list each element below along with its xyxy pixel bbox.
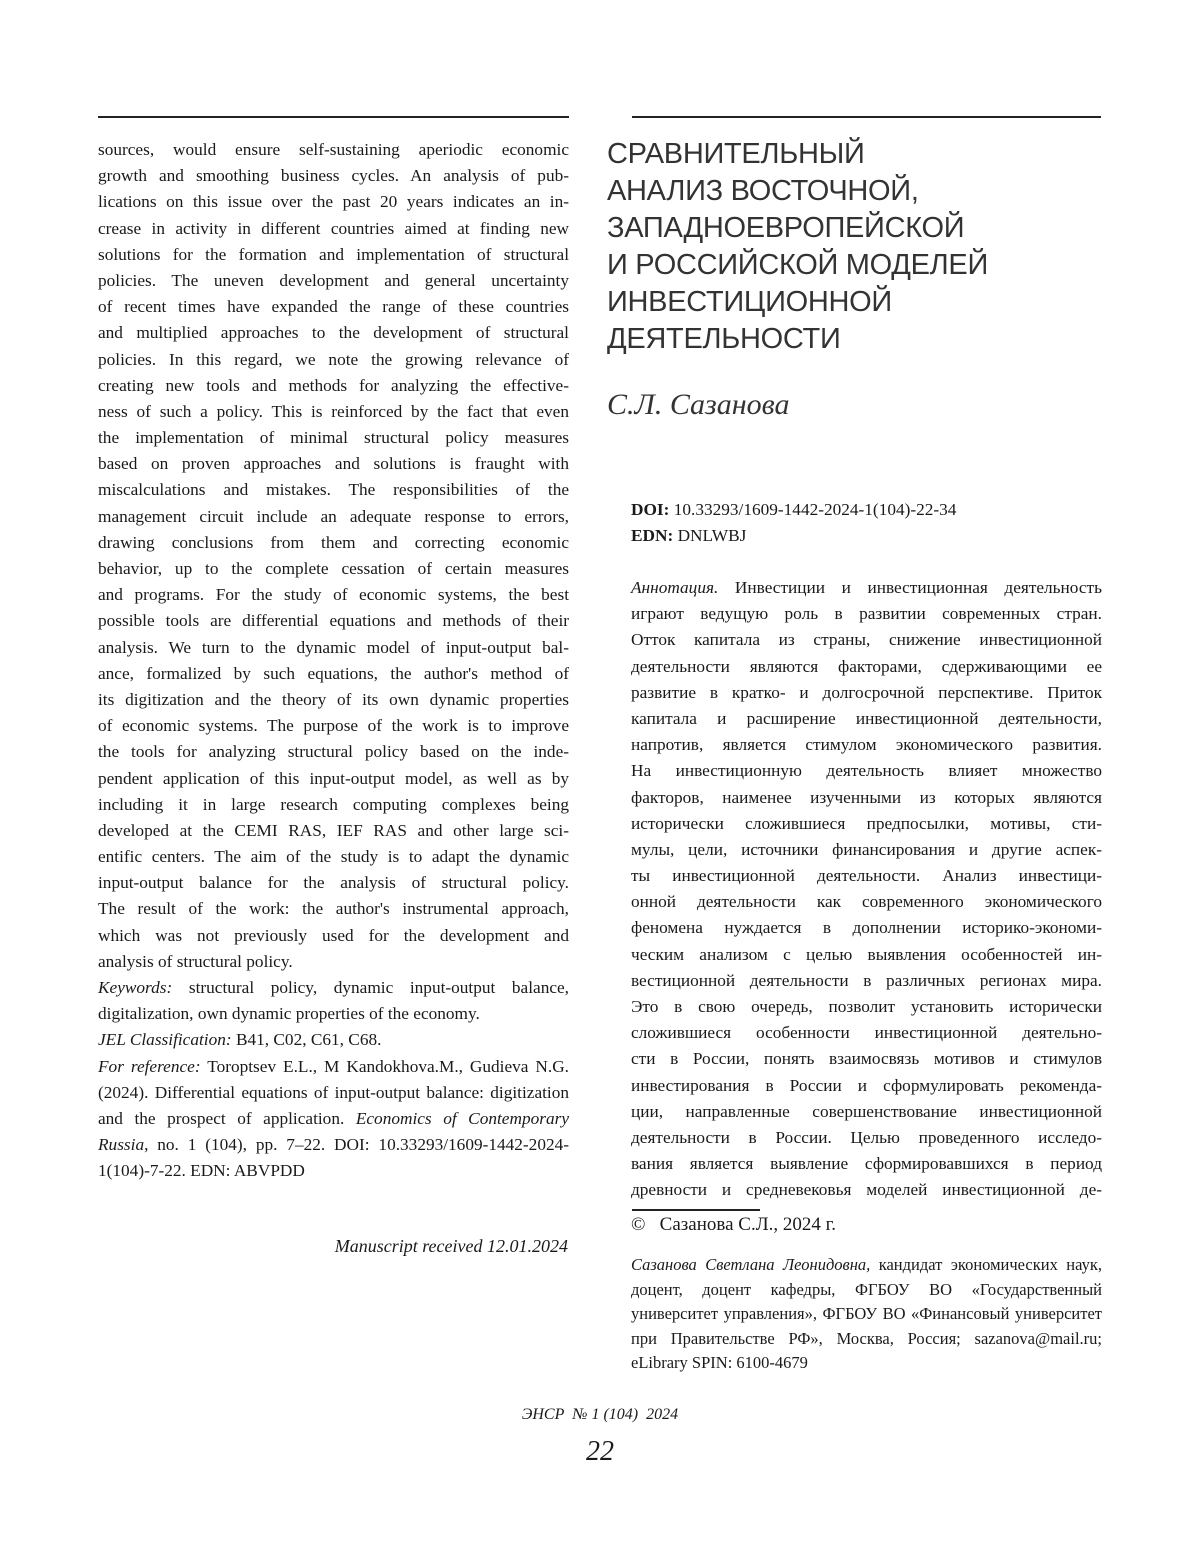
journal-footer: ЭНСР № 1 (104) 2024: [0, 1406, 1200, 1424]
edn: [631, 523, 956, 549]
text-line: developed at the CEMI RAS, IEF RAS and other large sci-: [98, 818, 569, 844]
author: С.Л. Сазанова: [607, 388, 789, 422]
text-line: the tools for analyzing structural policy based on the inde-: [98, 739, 569, 765]
text-line: факторов, наименее изученными из которых являются: [631, 785, 1102, 811]
abstract-label: Аннотация.: [631, 578, 718, 597]
jel-label: JEL Classification:: [98, 1030, 232, 1049]
keywords-label: Keywords:: [98, 978, 172, 997]
text-line: На инвестиционную деятельность влияет множество: [631, 758, 1102, 784]
manuscript-received: Manuscript received 12.01.2024: [98, 1236, 568, 1257]
text-line: of recent times have expanded the range of these countries: [98, 294, 569, 320]
abstract-english: [98, 137, 569, 975]
bio-text: кандидат экономических наук, доцент, доцент кафедры, ФГБОУ ВО «Государственный университет управления», ФГБОУ ВО «Финансовый университет при Правительстве РФ», Москва, Россия; sazanova@mail.ru; eLibrary SPIN: 6100-4679: [631, 1255, 1102, 1372]
identifiers: [631, 497, 956, 549]
abstract-text: Инвестиции и инвестиционная деятельность: [735, 578, 1102, 597]
text-line: [631, 575, 1102, 601]
text-line: исторически сложившиеся предпосылки, мотивы, сти-: [631, 811, 1102, 837]
text-line: ance, formalized by such equations, the author's method of: [98, 661, 569, 687]
text-line: including it in large research computing complexes being: [98, 792, 569, 818]
doi-label: DOI:: [631, 500, 669, 519]
text-line: сложившиеся особенности инвестиционной деятельно-: [631, 1020, 1102, 1046]
text-line: policies. In this regard, we note the growing relevance of: [98, 347, 569, 373]
text-line: ческим анализом с целью выявления особенностей ин-: [631, 942, 1102, 968]
title-line: ЗАПАДНОЕВРОПЕЙСКОЙ: [607, 210, 988, 247]
reference-journal: Economics of Contemporary Russia: [98, 1109, 569, 1154]
text-line: напротив, является стимулом экономического развития.: [631, 732, 1102, 758]
text-line: creating new tools and methods for analyzing the effective-: [98, 373, 569, 399]
text-line: вестиционной деятельности в различных регионах мира.: [631, 968, 1102, 994]
text-line: which was not previously used for the development and: [98, 923, 569, 949]
abstract-russian: [631, 575, 1102, 1204]
text-line: вания является выявление сформировавшихся в период: [631, 1151, 1102, 1177]
text-line: input-output balance for the analysis of structural policy.: [98, 870, 569, 896]
text-line: growth and smoothing business cycles. An analysis of pub-: [98, 163, 569, 189]
text-line: ции, направленные совершенствование инвестиционной: [631, 1099, 1102, 1125]
text-line: miscalculations and mistakes. The responsibilities of the: [98, 477, 569, 503]
reference: [98, 1054, 569, 1185]
text-line: sources, would ensure self-sustaining aperiodic economic: [98, 137, 569, 163]
reference-text: Toroptsev E.L., M Kandokhova.M., Gudieva N.G. (2024). Differential equations of input-output balance: digitization and the prospect of application.: [98, 1057, 569, 1128]
top-rule-right: [632, 116, 1101, 118]
text-line: drawing conclusions from them and correcting economic: [98, 530, 569, 556]
title-line: АНАЛИЗ ВОСТОЧНОЙ,: [607, 173, 988, 210]
text-line: management circuit include an adequate response to errors,: [98, 504, 569, 530]
title-line: СРАВНИТЕЛЬНЫЙ: [607, 136, 988, 173]
doi-value[interactable]: 10.33293/1609-1442-2024-1(104)-22-34: [674, 500, 957, 519]
jel-classification: [98, 1027, 569, 1053]
text-line: entific centers. The aim of the study is to adapt the dynamic: [98, 844, 569, 870]
text-line: of economic systems. The purpose of the work is to improve: [98, 713, 569, 739]
article-title: [607, 136, 988, 358]
text-line: crease in activity in different countries aimed at finding new: [98, 216, 569, 242]
text-line: сти в России, понять взаимосвязь мотивов и стимулов: [631, 1046, 1102, 1072]
text-line: and programs. For the study of economic systems, the best: [98, 582, 569, 608]
text-line: инвестирования в России и сформулировать рекоменда-: [631, 1073, 1102, 1099]
footnote-rule: [632, 1209, 760, 1211]
keywords: [98, 975, 569, 1027]
text-line: possible tools are differential equations and methods of their: [98, 608, 569, 634]
text-line: капитала и расширение инвестиционной деятельности,: [631, 706, 1102, 732]
text-line: Отток капитала из страны, снижение инвестиционной: [631, 627, 1102, 653]
text-line: solutions for the formation and implementation of structural: [98, 242, 569, 268]
bio-name: Сазанова Светлана Леонидовна,: [631, 1255, 870, 1274]
text-line: policies. The uneven development and general uncertainty: [98, 268, 569, 294]
text-line: analysis. We turn to the dynamic model of input-output bal-: [98, 635, 569, 661]
text-line: онной деятельности как современного экономического: [631, 889, 1102, 915]
text-line: The result of the work: the author's instrumental approach,: [98, 896, 569, 922]
text-line: Это в свою очередь, позволит установить исторически: [631, 994, 1102, 1020]
edn-value: DNLWBJ: [678, 526, 747, 545]
text-line: the implementation of minimal structural policy measures: [98, 425, 569, 451]
title-line: И РОССИЙСКОЙ МОДЕЛЕЙ: [607, 247, 988, 284]
text-line: based on proven approaches and solutions is fraught with: [98, 451, 569, 477]
text-line: феномена нуждается в дополнении историко-экономи-: [631, 915, 1102, 941]
copyright: © Сазанова С.Л., 2024 г.: [631, 1214, 836, 1236]
reference-tail: , no. 1 (104), pp. 7–22. DOI: 10.33293/1609-1442-2024-1(104)-7-22. EDN: ABVPDD: [98, 1135, 569, 1180]
text-line: and multiplied approaches to the development of structural: [98, 320, 569, 346]
jel-codes: B41, C02, C61, C68.: [236, 1030, 381, 1049]
reference-label: For reference:: [98, 1057, 201, 1076]
text-line: lications on this issue over the past 20 years indicates an in-: [98, 189, 569, 215]
title-line: ИНВЕСТИЦИОННОЙ: [607, 284, 988, 321]
text-line: играют ведущую роль в развитии современных стран.: [631, 601, 1102, 627]
text-line: деятельности являются факторами, сдерживающими ее: [631, 654, 1102, 680]
keywords-text: structural policy, dynamic input-output balance, digitalization, own dynamic properties of the economy.: [98, 978, 569, 1023]
page-number: 22: [0, 1436, 1200, 1468]
text-line: pendent application of this input-output model, as well as by: [98, 766, 569, 792]
author-bio: [631, 1253, 1102, 1376]
text-line: ness of such a policy. This is reinforced by the fact that even: [98, 399, 569, 425]
text-line: мулы, цели, источники финансирования и другие аспек-: [631, 837, 1102, 863]
top-rule-left: [98, 116, 569, 118]
edn-label: EDN:: [631, 526, 673, 545]
text-line: деятельности в России. Целью проведенного исследо-: [631, 1125, 1102, 1151]
doi: [631, 497, 956, 523]
english-metadata: [98, 975, 569, 1185]
text-line: analysis of structural policy.: [98, 949, 569, 975]
text-line: ты инвестиционной деятельности. Анализ инвестици-: [631, 863, 1102, 889]
text-line: behavior, up to the complete cessation of certain measures: [98, 556, 569, 582]
text-line: its digitization and the theory of its own dynamic properties: [98, 687, 569, 713]
text-line: развитие в кратко- и долгосрочной перспективе. Приток: [631, 680, 1102, 706]
title-line: ДЕЯТЕЛЬНОСТИ: [607, 321, 988, 358]
text-line: древности и средневековья моделей инвестиционной де-: [631, 1177, 1102, 1203]
